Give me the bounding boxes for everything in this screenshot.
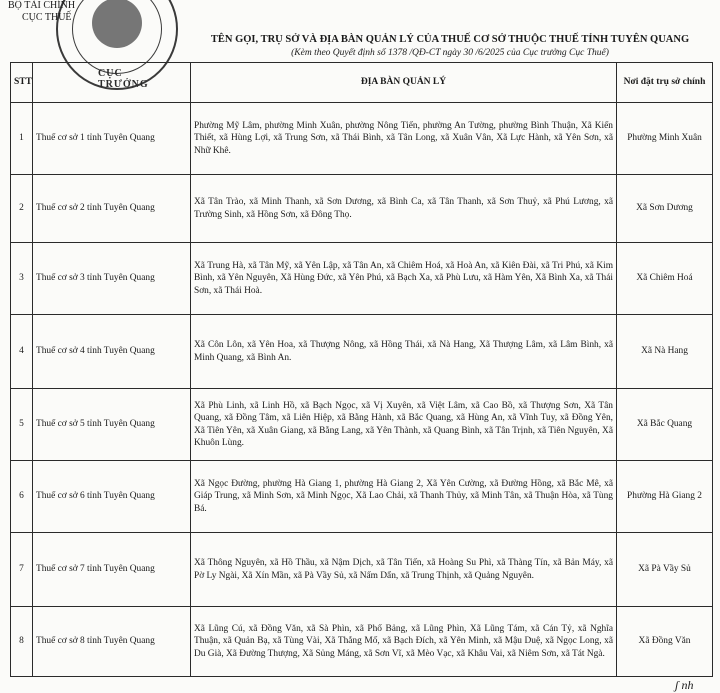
row-stt: 6 xyxy=(11,461,33,533)
initials-mark: ʃ nh xyxy=(675,678,694,692)
row-office-name: Thuế cơ sở 7 tỉnh Tuyên Quang xyxy=(33,533,191,607)
row-stt: 5 xyxy=(11,389,33,461)
department-name: CỤC THUẾ xyxy=(22,12,72,23)
row-area: Xã Phù Linh, xã Linh Hồ, xã Bạch Ngọc, xã Vị Xuyên, xã Việt Lâm, xã Cao Bồ, xã Thượng Sơn, Xã Tân Quang, xã Đồng Tâm, xã Liên Hiệp, xã Bằng Hành, xã Bắc Quang, xã Hùng An, xã Vĩnh Tuy, xã Đồng Yên, Xã Tiên Yên, xã Xuân Giang, xã Bằng Lang, xã Yên Thành, xã Quang Bình, xã Tân Trịnh, xã Tiên Nguyên, Xã Khuôn Lùng. xyxy=(191,389,617,461)
header-stt: STT xyxy=(11,63,33,103)
document-title: TÊN GỌI, TRỤ SỞ VÀ ĐỊA BÀN QUẢN LÝ CỦA THUẾ CƠ SỞ THUỘC THUẾ TỈNH TUYÊN QUANG xyxy=(210,34,690,45)
row-stt: 2 xyxy=(11,175,33,243)
table-row xyxy=(11,607,713,677)
row-office-name: Thuế cơ sở 3 tỉnh Tuyên Quang xyxy=(33,243,191,315)
row-area: Xã Tân Trào, xã Minh Thanh, xã Sơn Dương, xã Bình Ca, xã Tân Thanh, xã Sơn Thuỷ, xã Phú Lương, xã Trường Sinh, xã Hồng Sơn, xã Đông Thọ. xyxy=(191,175,617,243)
table-row xyxy=(11,243,713,315)
row-office-name: Thuế cơ sở 2 tỉnh Tuyên Quang xyxy=(33,175,191,243)
row-headquarters: Xã Bắc Quang xyxy=(617,389,713,461)
ministry-name: BỘ TÀI CHÍNH xyxy=(8,0,76,11)
row-office-name: Thuế cơ sở 5 tỉnh Tuyên Quang xyxy=(33,389,191,461)
row-headquarters: Phường Hà Giang 2 xyxy=(617,461,713,533)
row-headquarters: Xã Đồng Văn xyxy=(617,607,713,677)
row-office-name: Thuế cơ sở 4 tỉnh Tuyên Quang xyxy=(33,315,191,389)
table-header-row xyxy=(11,63,713,103)
row-headquarters: Xã Chiêm Hoá xyxy=(617,243,713,315)
row-stt: 3 xyxy=(11,243,33,315)
row-office-name: Thuế cơ sở 8 tỉnh Tuyên Quang xyxy=(33,607,191,677)
table-row xyxy=(11,389,713,461)
table-row xyxy=(11,175,713,243)
row-stt: 4 xyxy=(11,315,33,389)
document-subtitle: (Kèm theo Quyết định số 1378 /QĐ-CT ngày 30 /6/2025 của Cục trưởng Cục Thuế) xyxy=(291,48,609,58)
row-stt: 7 xyxy=(11,533,33,607)
row-area: Xã Trung Hà, xã Tân Mỹ, xã Yên Lập, xã Tân An, xã Chiêm Hoá, xã Hoà An, xã Kiên Đài, xã Tri Phú, xã Kim Bình, xã Yên Nguyên, Xã Hùng Đức, xã Yên Phú, xã Bạch Xa, xã Phù Lưu, xã Hàm Yên, Xã Bình Xa, xã Thái Sơn, xã Thái Hoà. xyxy=(191,243,617,315)
row-headquarters: Xã Pà Vầy Sủ xyxy=(617,533,713,607)
row-headquarters: Xã Nà Hang xyxy=(617,315,713,389)
table-row xyxy=(11,103,713,175)
national-emblem-icon xyxy=(92,0,142,48)
tax-office-table xyxy=(10,62,713,677)
row-area: Xã Côn Lôn, xã Yên Hoa, xã Thượng Nông, xã Hồng Thái, xã Nà Hang, Xã Thượng Lâm, xã Lâm Bình, xã Minh Quang, xã Bình An. xyxy=(191,315,617,389)
issuing-agency xyxy=(8,0,75,24)
table-row xyxy=(11,315,713,389)
row-stt: 1 xyxy=(11,103,33,175)
header-area: ĐỊA BÀN QUẢN LÝ xyxy=(191,63,617,103)
header-name xyxy=(33,63,191,103)
table-row xyxy=(11,533,713,607)
row-stt: 8 xyxy=(11,607,33,677)
row-area: Xã Thông Nguyên, xã Hồ Thầu, xã Nậm Dịch, xã Tân Tiến, xã Hoàng Su Phì, xã Thàng Tín, xã Bản Máy, xã Pờ Ly Ngài, Xã Xín Mần, xã Pà Vầy Sủ, xã Nấm Dẩn, xã Trung Thịnh, xã Quảng Nguyên. xyxy=(191,533,617,607)
row-area: Phường Mỹ Lâm, phường Minh Xuân, phường Nông Tiến, phường An Tường, phường Bình Thuận, Xã Kiến Thiết, xã Hùng Lợi, xã Trung Sơn, xã Thái Bình, xã Tân Long, xã Xuân Vân, Xã Lực Hành, xã Yên Sơn, xã Nhữ Khê. xyxy=(191,103,617,175)
table-row xyxy=(11,461,713,533)
row-headquarters: Xã Sơn Dương xyxy=(617,175,713,243)
seal-text: CỤC TRƯỞNG xyxy=(98,68,149,90)
row-office-name: Thuế cơ sở 1 tỉnh Tuyên Quang xyxy=(33,103,191,175)
row-area: Xã Ngọc Đường, phường Hà Giang 1, phường Hà Giang 2, Xã Yên Cường, xã Đường Hồng, xã Bắc Mê, xã Giáp Trung, xã Minh Sơn, xã Minh Ngọc, Xã Lao Chải, xã Thanh Thủy, xã Minh Tân, xã Thuận Hòa, xã Tùng Bá. xyxy=(191,461,617,533)
header-hq: Nơi đặt trụ sở chính xyxy=(617,63,713,103)
row-headquarters: Phường Minh Xuân xyxy=(617,103,713,175)
row-office-name: Thuế cơ sở 6 tỉnh Tuyên Quang xyxy=(33,461,191,533)
row-area: Xã Lũng Cú, xã Đồng Văn, xã Sà Phìn, xã Phố Bảng, xã Lũng Phìn, Xã Lũng Tám, xã Cán Tỷ, xã Nghĩa Thuận, xã Quản Bạ, xã Tùng Vài, Xã Thắng Mố, xã Bạch Đích, xã Yên Minh, xã Mậu Duệ, xã Ngọc Long, xã Du Già, Xã Đường Thượng, Xã Sủng Máng, xã Sơn Vĩ, xã Mèo Vạc, xã Khâu Vai, xã Niêm Sơn, xã Tát Ngà. xyxy=(191,607,617,677)
